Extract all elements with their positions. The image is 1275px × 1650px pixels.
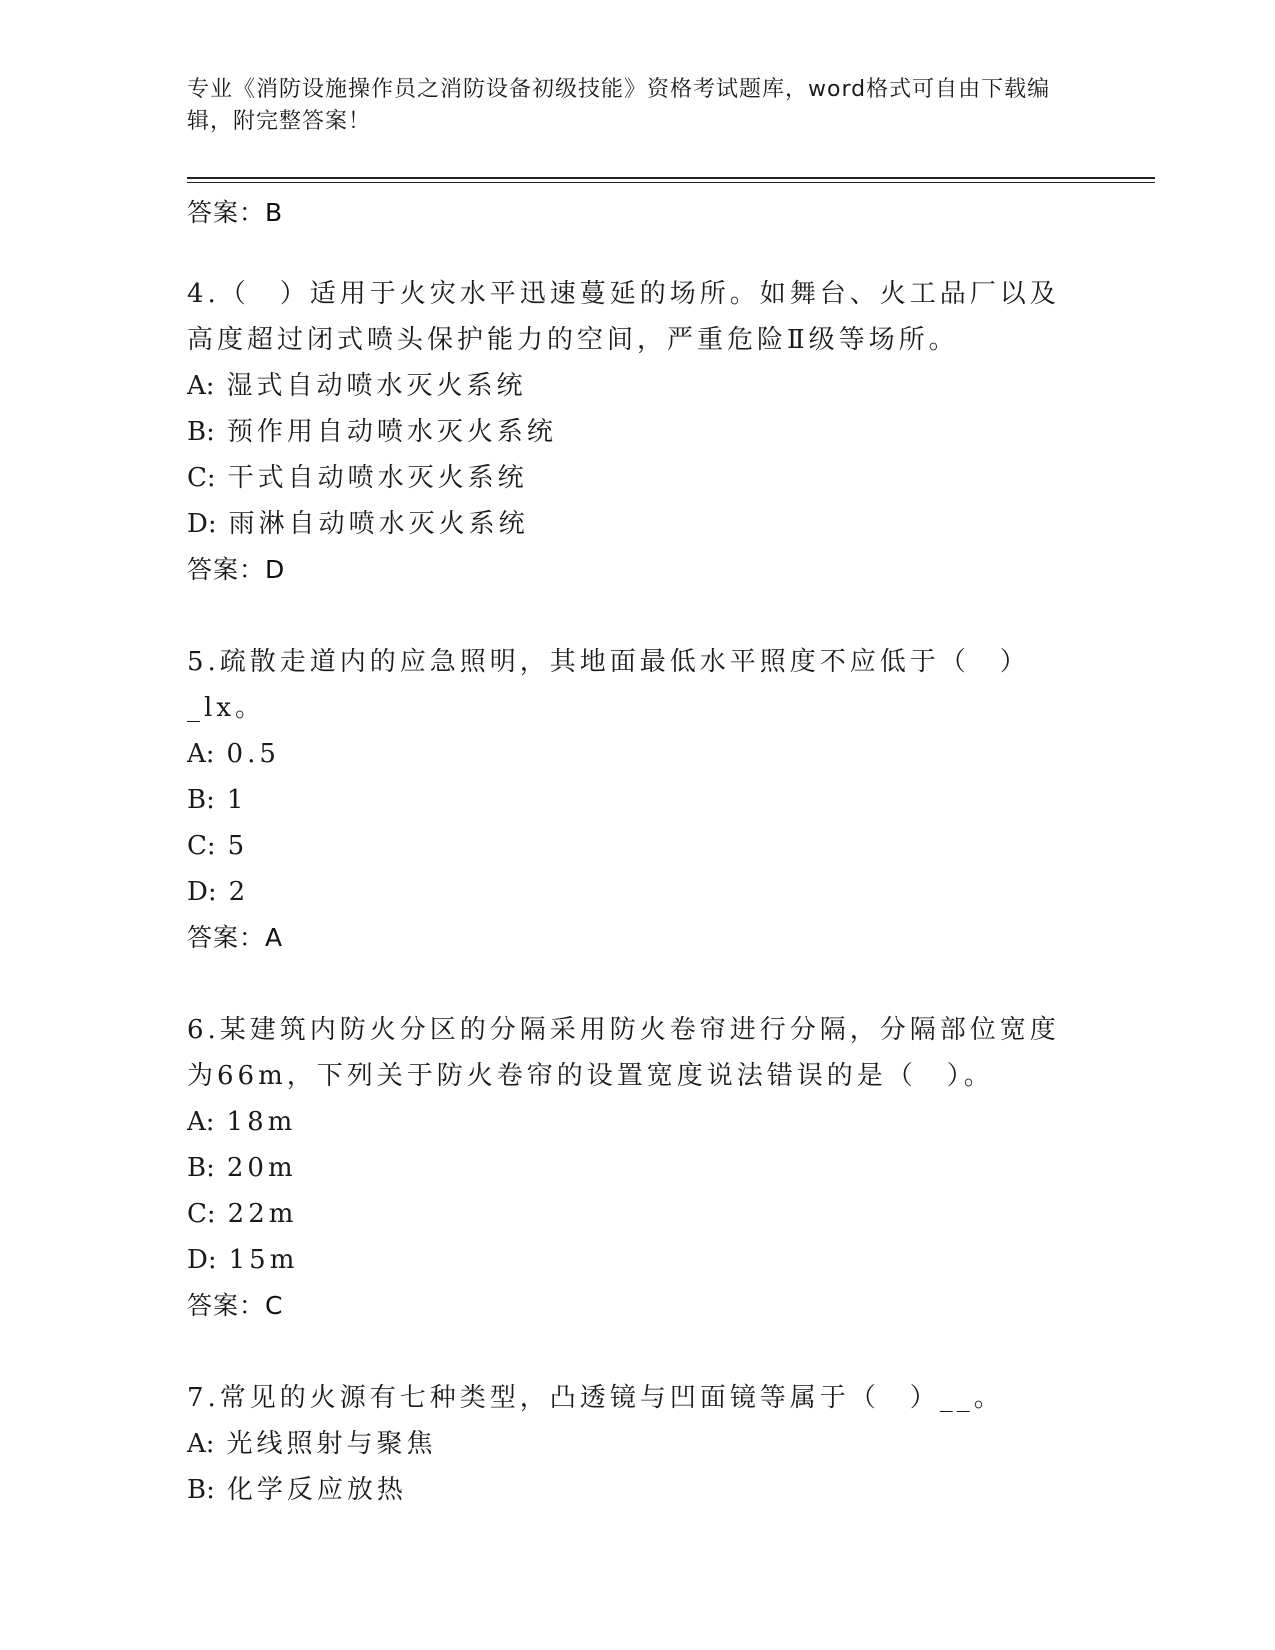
option-item	[187, 1421, 1087, 1467]
option-item	[187, 869, 1087, 915]
option-text: 雨淋自动喷水灭火系统	[228, 509, 529, 539]
option-key: C:	[187, 1199, 216, 1229]
option-text: 1	[226, 785, 248, 815]
option-key: D:	[187, 509, 217, 539]
option-item	[187, 455, 1087, 501]
option-item	[187, 363, 1087, 409]
option-item	[187, 1145, 1087, 1191]
option-text: 光线照射与聚焦	[226, 1429, 437, 1459]
option-item	[187, 1191, 1087, 1237]
header-rule-thin	[187, 182, 1155, 183]
option-key: A:	[187, 1107, 215, 1137]
option-key: B:	[187, 417, 215, 447]
option-item	[187, 1467, 1087, 1513]
option-text: 湿式自动喷水灭火系统	[226, 371, 527, 401]
question-stem: 5.疏散走道内的应急照明，其地面最低水平照度不应低于（ ）_lx。	[187, 647, 1030, 723]
option-key: A:	[187, 371, 215, 401]
option-text: 5	[227, 831, 249, 861]
option-key: D:	[187, 1245, 217, 1275]
option-key: A:	[187, 739, 215, 769]
question-block	[187, 1375, 1087, 1513]
option-text: 0.5	[226, 739, 280, 769]
option-text: 18m	[226, 1107, 297, 1137]
question-stem: 6.某建筑内防火分区的分隔采用防火卷帘进行分隔，分隔部位宽度为66m，下列关于防火卷帘的设置宽度说法错误的是（ ）。	[187, 1015, 1060, 1091]
header-rule-thick	[187, 177, 1155, 179]
option-item	[187, 731, 1087, 777]
option-item	[187, 409, 1087, 455]
option-item	[187, 501, 1087, 547]
option-key: B:	[187, 785, 215, 815]
questions-container	[187, 271, 1087, 1513]
option-text: 化学反应放热	[226, 1475, 407, 1505]
answer-line: 答案：C	[187, 1291, 284, 1320]
option-item	[187, 1237, 1087, 1283]
question-block	[187, 271, 1087, 639]
option-key: B:	[187, 1153, 215, 1183]
question-block	[187, 1007, 1087, 1375]
option-key: C:	[187, 463, 216, 493]
question-list	[187, 190, 1087, 1513]
question-block	[187, 639, 1087, 1007]
option-text: 22m	[227, 1199, 298, 1229]
option-item	[187, 1099, 1087, 1145]
option-text: 20m	[226, 1153, 297, 1183]
answer-line: 答案：D	[187, 555, 286, 584]
document-header: 专业《消防设施操作员之消防设备初级技能》资格考试题库，word格式可自由下载编辑，附完整答案！	[187, 77, 1051, 134]
question-stem: 4.（ ）适用于火灾水平迅速蔓延的场所。如舞台、火工品厂以及高度超过闭式喷头保护能力的空间，严重危险Ⅱ级等场所。	[187, 279, 1060, 355]
question-stem: 7.常见的火源有七种类型，凸透镜与凹面镜等属于（ ）__。	[187, 1383, 1004, 1413]
option-text: 15m	[228, 1245, 299, 1275]
option-key: D:	[187, 877, 217, 907]
answer-line: 答案：A	[187, 923, 284, 952]
option-key: B:	[187, 1475, 215, 1505]
option-text: 预作用自动喷水灭火系统	[226, 417, 557, 447]
option-item	[187, 777, 1087, 823]
option-text: 干式自动喷水灭火系统	[227, 463, 528, 493]
answer-line: 答案：B	[187, 198, 284, 227]
option-key: C:	[187, 831, 216, 861]
option-text: 2	[228, 877, 250, 907]
option-item	[187, 823, 1087, 869]
option-key: A:	[187, 1429, 215, 1459]
